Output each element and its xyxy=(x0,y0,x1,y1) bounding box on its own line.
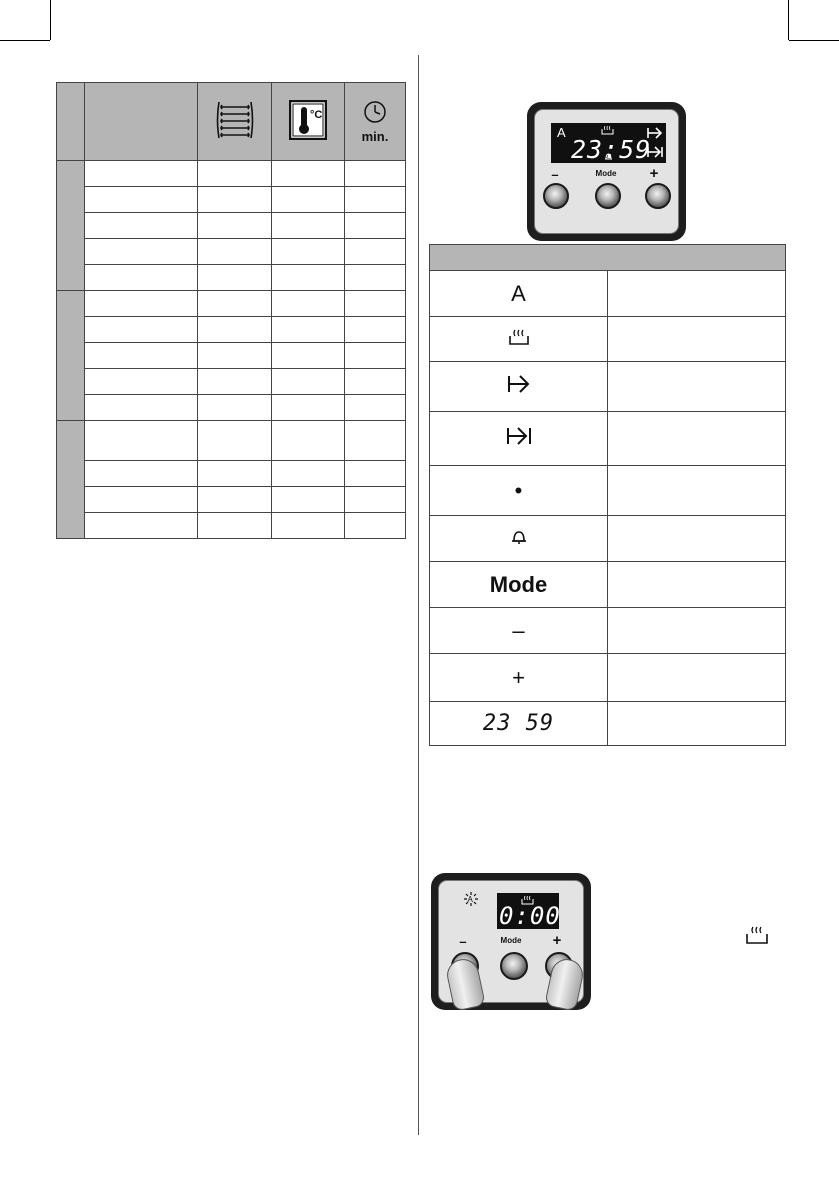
table-row xyxy=(57,369,406,395)
display-time: 23:59 xyxy=(571,135,652,164)
symbol-digits: 23 59 xyxy=(430,702,608,746)
minus-button-label: – xyxy=(551,167,559,182)
table-row xyxy=(57,395,406,421)
table-row xyxy=(57,461,406,487)
mode-button[interactable] xyxy=(595,183,621,209)
flashing-auto-icon xyxy=(463,891,479,907)
shelf-level-icon xyxy=(213,98,257,142)
header-cell-time xyxy=(345,83,406,161)
plus-button-label: + xyxy=(649,165,659,182)
table-row xyxy=(57,513,406,539)
crop-mark-right-horizontal xyxy=(789,40,839,41)
timer-control-panel xyxy=(527,102,686,241)
set-display-time: 0:00 xyxy=(499,902,561,930)
cooking-icon xyxy=(745,925,769,945)
table-row xyxy=(430,271,786,317)
symbol-table xyxy=(429,244,786,746)
bell-icon xyxy=(510,528,528,546)
table-row xyxy=(430,516,786,562)
mode-button-label: Mode xyxy=(595,169,617,178)
table-row xyxy=(57,421,406,461)
plus-button[interactable] xyxy=(645,183,671,209)
timer-display xyxy=(551,123,666,163)
table-row xyxy=(57,239,406,265)
header-cell-group xyxy=(57,83,85,161)
auto-indicator: A xyxy=(557,125,566,140)
display-bell-icon xyxy=(604,152,613,161)
minutes-unit: min. xyxy=(361,129,389,144)
svg-text:°C: °C xyxy=(310,109,323,121)
cooking-icon xyxy=(508,328,530,346)
minus-button-label: – xyxy=(459,934,467,949)
timer-set-display xyxy=(497,893,559,929)
cooking-table xyxy=(56,82,406,539)
display-cooking-icon xyxy=(601,125,614,135)
symbol-auto: A xyxy=(430,271,608,317)
crop-mark-left-vertical xyxy=(50,0,51,40)
table-row xyxy=(57,265,406,291)
group-cell-3 xyxy=(57,421,85,539)
header-cell-food xyxy=(85,83,198,161)
table-row xyxy=(430,317,786,362)
table-row xyxy=(430,362,786,412)
table-row xyxy=(57,187,406,213)
column-divider xyxy=(418,55,419,1135)
left-finger-press xyxy=(444,956,486,1012)
table-row xyxy=(57,317,406,343)
symbol-minus: – xyxy=(430,608,608,654)
table-row xyxy=(430,608,786,654)
cooking-table-header xyxy=(57,83,406,161)
table-row xyxy=(57,161,406,187)
crop-mark-left-horizontal xyxy=(0,40,50,41)
header-cell-shelf xyxy=(198,83,272,161)
symbol-dot: • xyxy=(430,466,608,516)
table-row xyxy=(57,291,406,317)
group-cell-1 xyxy=(57,161,85,291)
symbol-table-header xyxy=(430,245,786,271)
svg-text:A: A xyxy=(467,895,473,904)
group-cell-2 xyxy=(57,291,85,421)
clock-icon xyxy=(362,99,388,125)
table-row xyxy=(57,487,406,513)
timer-panel-face xyxy=(534,109,679,234)
mode-button-label: Mode xyxy=(500,936,522,945)
mode-button[interactable] xyxy=(500,952,528,980)
arrow-to-bar-icon xyxy=(506,426,532,446)
header-cell-temperature xyxy=(272,83,345,161)
table-row xyxy=(430,562,786,608)
table-row xyxy=(430,466,786,516)
table-row xyxy=(430,412,786,466)
thermometer-icon xyxy=(289,100,327,140)
table-row xyxy=(430,654,786,702)
table-row xyxy=(57,213,406,239)
symbol-mode: Mode xyxy=(430,562,608,608)
display-start-arrow-icon xyxy=(647,127,663,139)
timer-set-panel-face xyxy=(438,880,584,1003)
display-end-arrow-icon xyxy=(647,146,663,158)
arrow-to-icon xyxy=(507,374,531,394)
plus-button-label: + xyxy=(552,932,562,949)
crop-mark-right-vertical xyxy=(788,0,789,40)
timer-set-panel xyxy=(431,873,591,1010)
table-row xyxy=(57,343,406,369)
symbol-plus: + xyxy=(430,654,608,702)
minus-button[interactable] xyxy=(543,183,569,209)
table-row xyxy=(430,702,786,746)
